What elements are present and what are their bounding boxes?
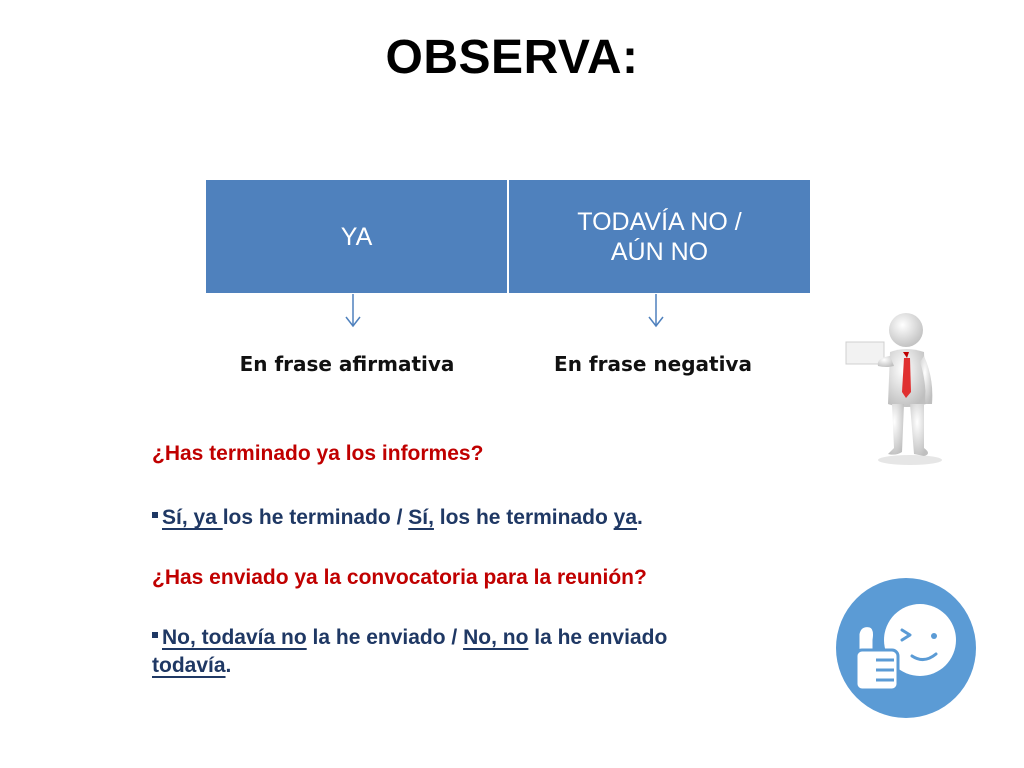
question-1: ¿Has terminado ya los informes? — [152, 442, 484, 465]
header-table — [206, 180, 810, 293]
header-ya-label: YA — [340, 222, 373, 251]
examples-block — [152, 440, 812, 680]
answer-2-part1: No, todavía no — [162, 626, 307, 649]
answer-1 — [152, 504, 812, 532]
label-affirmative: En frase afirmativa — [239, 352, 455, 376]
answer-2-part5: todavía — [152, 654, 226, 677]
question-2: ¿Has enviado ya la convocatoria para la reunión? — [152, 566, 647, 589]
bullet-icon — [152, 512, 158, 518]
down-arrow-icon — [343, 292, 363, 332]
answer-2-part3: No, no — [463, 626, 529, 649]
answer-2 — [152, 624, 812, 680]
bullet-icon — [152, 632, 158, 638]
answer-1-part3: Sí, — [408, 506, 434, 529]
answer-2-part6: . — [225, 654, 232, 677]
answer-1-part2: los he terminado / — [222, 506, 409, 529]
answer-1-part6: . — [637, 506, 643, 529]
presenter-figure-icon — [840, 308, 960, 466]
answer-2-part4: la he enviado — [528, 626, 668, 649]
answer-1-part5: ya — [613, 506, 637, 529]
answer-1-part4: los he terminado — [433, 506, 614, 529]
label-negative: En frase negativa — [554, 352, 752, 376]
header-todavia-line1: TODAVÍA NO / — [577, 207, 742, 236]
thumbs-up-wink-icon — [836, 578, 976, 718]
slide-title: OBSERVA: — [385, 31, 639, 84]
answer-2-part2: la he enviado / — [306, 626, 464, 649]
answer-1-part1: Sí, ya — [162, 506, 223, 529]
header-cell-ya — [206, 180, 509, 293]
header-cell-todavia — [509, 180, 810, 293]
header-todavia-line2: AÚN NO — [610, 237, 709, 266]
down-arrow-icon — [646, 292, 666, 332]
